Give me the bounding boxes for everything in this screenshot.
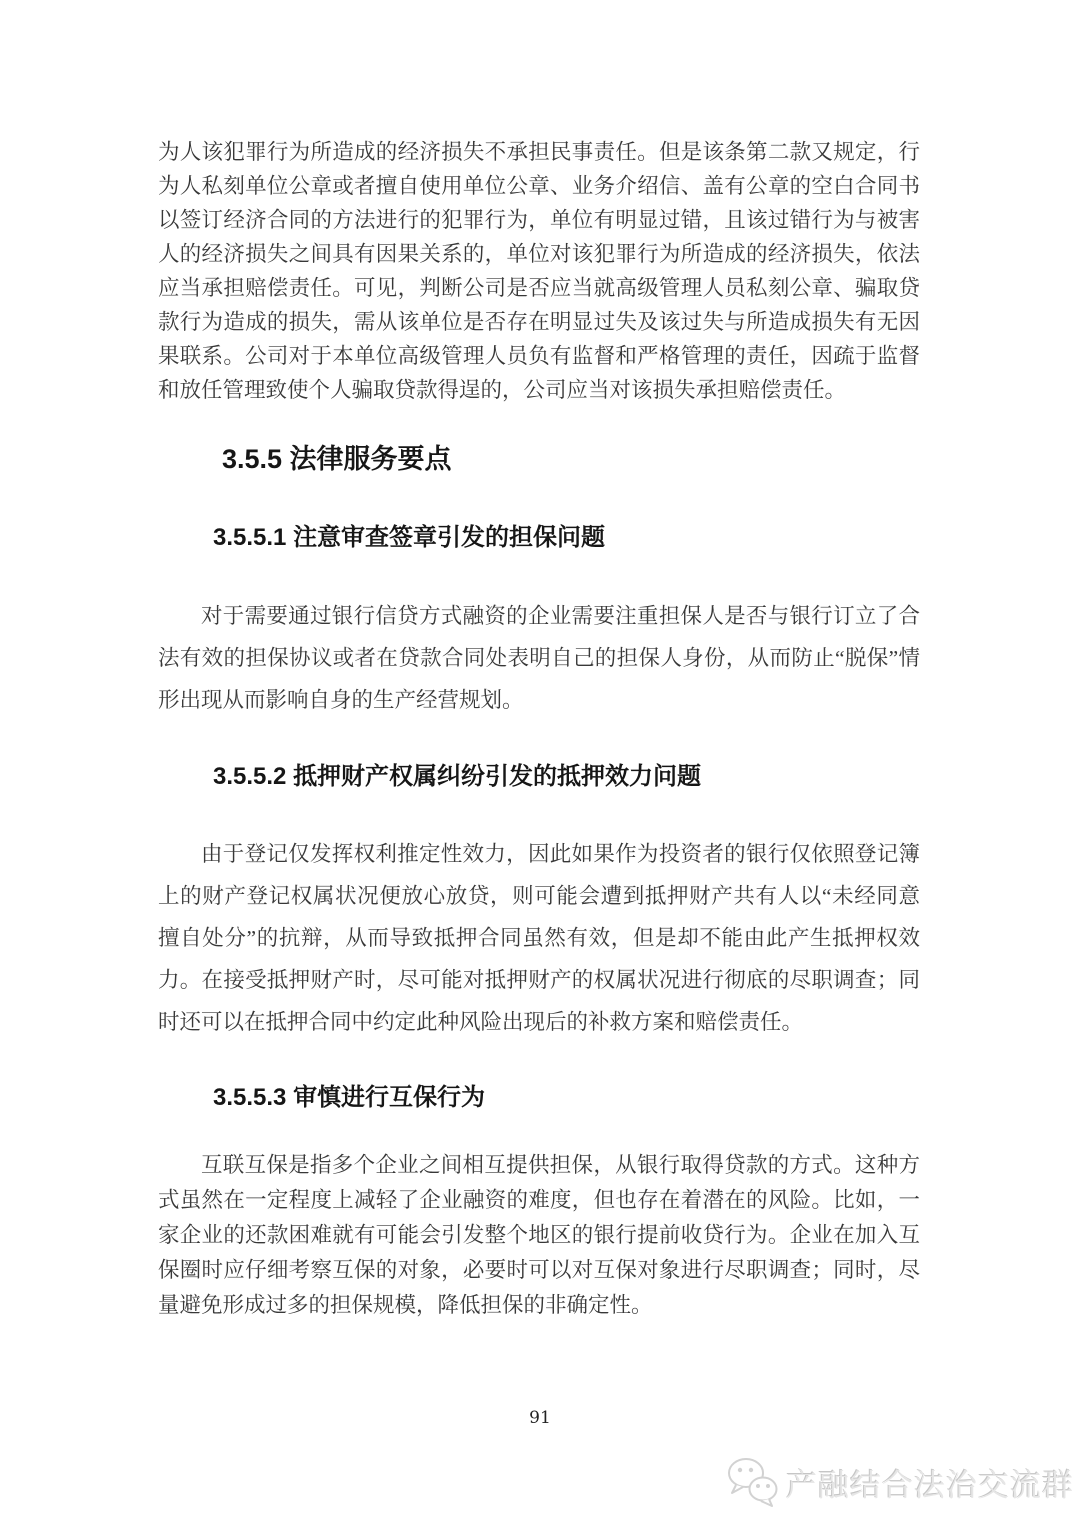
continued-paragraph: 为人该犯罪行为所造成的经济损失不承担民事责任。但是该条第二款又规定，行为人私刻单位公章或者擅自使用单位公章、业务介绍信、盖有公章的空白合同书以签订经济合同的方法进行的犯罪行为，单位有明显过错，且该过错行为与被害人的经济损失之间具有因果关系的，单位对该犯罪行为所造成的经济损失，依法应当承担赔偿责任。可见，判断公司是否应当就高级管理人员私刻公章、骗取贷款行为造成的损失，需从该单位是否存在明显过失及该过失与所造成损失有无因果联系。公司对于本单位高级管理人员负有监督和严格管理的责任，因疏于监督和放任管理致使个人骗取贷款得逞的，公司应当对该损失承担赔偿责任。 — [158, 140, 920, 402]
subsection-1-paragraph: 对于需要通过银行信贷方式融资的企业需要注重担保人是否与银行订立了合法有效的担保协议或者在贷款合同处表明自己的担保人身份，从而防止“脱保”情形出现从而影响自身的生产经营规划。 — [158, 604, 920, 712]
watermark-label: 产融结合法治交流群 — [786, 1467, 1074, 1503]
subsection-1-heading: 3.5.5.1 注意审查签章引发的担保问题 — [213, 524, 606, 551]
subsection-2-paragraph: 由于登记仅发挥权利推定性效力，因此如果作为投资者的银行仅依照登记簿上的财产登记权属状况便放心放贷，则可能会遭到抵押财产共有人以“未经同意擅自处分”的抗辩，从而导致抵押合同虽然有效，但是却不能由此产生抵押权效力。在接受抵押财产时，尽可能对抵押财产的权属状况进行彻底的尽职调查；同时还可以在抵押合同中约定此种风险出现后的补救方案和赔偿责任。 — [158, 842, 920, 1034]
subsection-2-heading: 3.5.5.2 抵押财产权属纠纷引发的抵押效力问题 — [213, 763, 702, 790]
page-number: 91 — [529, 1408, 551, 1428]
section-heading: 3.5.5 法律服务要点 — [222, 444, 452, 474]
wechat-icon — [724, 1456, 782, 1508]
page-content — [158, 0, 920, 1323]
subsection-3-heading: 3.5.5.3 审慎进行互保行为 — [213, 1084, 486, 1111]
watermark — [724, 1456, 1074, 1508]
subsection-3-paragraph: 互联互保是指多个企业之间相互提供担保，从银行取得贷款的方式。这种方式虽然在一定程度上减轻了企业融资的难度，但也存在着潜在的风险。比如，一家企业的还款困难就有可能会引发整个地区的银行提前收贷行为。企业在加入互保圈时应仔细考察互保的对象，必要时可以对互保对象进行尽职调查；同时，尽量避免形成过多的担保规模，降低担保的非确定性。 — [158, 1153, 920, 1317]
